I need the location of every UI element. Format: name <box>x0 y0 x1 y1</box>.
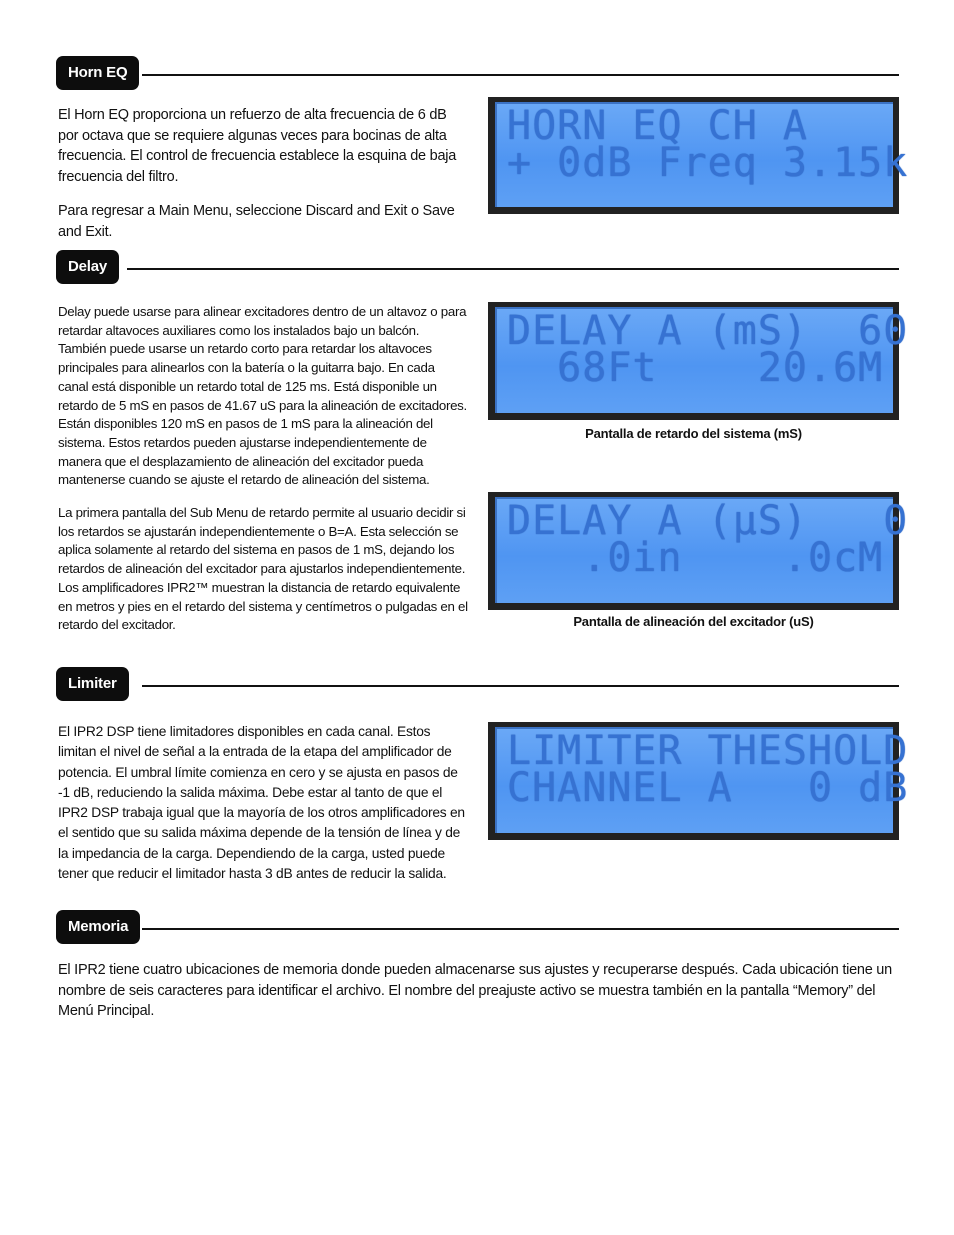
lcd-line-1: DELAY A (µS) 0 <box>507 498 909 544</box>
section-header-limiter <box>56 667 899 703</box>
lcd-screen <box>495 307 909 413</box>
lcd-limiter <box>488 722 909 840</box>
lcd-line-1: DELAY A (mS) 60 <box>507 308 909 354</box>
limiter-body <box>58 722 468 884</box>
paragraph: El IPR2 DSP tiene limitadores disponibles en cada canal. Estos limitan el nivel de señal a la entrada de la etapa del amplificador de potencia. El umbral límite comienza en cero y se ajusta en pasos de -1 dB, reduciendo la salida máxima. Debe estar al tanto de que el IPR2 DSP trabaja igual que la mayoría de los otros amplificadores en el sentido que su salida máxima depende de la tensión de línea y de la impedancia de la carga. Dependiendo de la carga, usted puede tener que reducir el limitador hasta 3 dB antes de reducir la salida. <box>58 724 465 882</box>
section-header-horn-eq <box>56 56 899 92</box>
section-header-memoria <box>56 910 899 946</box>
lcd-line-2: CHANNEL A 0 dB <box>507 765 909 811</box>
lcd-screen <box>495 102 909 207</box>
paragraph: Para regresar a Main Menu, seleccione Discard and Exit o Save and Exit. <box>58 203 455 240</box>
lcd-caption: Pantalla de alineación del excitador (uS) <box>573 614 814 629</box>
lcd-delay-driver <box>488 492 909 610</box>
lcd-line-1: HORN EQ CH A <box>507 103 808 149</box>
lcd-screen <box>495 497 909 603</box>
divider <box>127 268 899 270</box>
divider <box>142 928 899 930</box>
divider <box>142 685 899 687</box>
divider <box>142 74 899 76</box>
paragraph: El IPR2 tiene cuatro ubicaciones de memoria donde pueden almacenarse sus ajustes y recuperarse después. Cada ubicación tiene un nombre de seis caracteres para identificar el archivo. El nombre del preajuste activo se muestra también en la pantalla “Memory” del Menú Principal. <box>58 962 892 1019</box>
lcd-line-2: 68Ft 20.6M <box>507 345 884 391</box>
memoria-body <box>58 960 893 1022</box>
lcd-line-2: .0in .0cM <box>507 535 884 581</box>
delay-body <box>58 303 468 635</box>
lcd-screen <box>495 727 909 833</box>
section-title: Memoria <box>56 910 140 944</box>
paragraph: El Horn EQ proporciona un refuerzo de alta frecuencia de 6 dB por octava que se requiere algunas veces para bocinas de alta frecuencia. El control de frecuencia establece la esquina de baja frecuencia del filtro. <box>58 107 457 185</box>
section-title: Horn EQ <box>56 56 139 90</box>
paragraph: La primera pantalla del Sub Menu de retardo permite al usuario decidir si los retardos se ajustarán independientemente o B=A. Esta selección se aplica solamente al retardo del sistema en pasos de 1 mS, dejando los retardos de alineación del excitador para ajustarlos independientemente. Los amplificadores IPR2™ muestran la distancia de retardo equivalente en metros y pies en el retardo del sistema y centímetros o pulgadas en el retardo del excitador. <box>58 505 468 633</box>
lcd-caption: Pantalla de retardo del sistema (mS) <box>585 426 802 441</box>
section-title: Limiter <box>56 667 129 701</box>
horn-eq-body <box>58 105 468 242</box>
lcd-line-2: + 0dB Freq 3.15k <box>507 140 909 186</box>
section-header-delay <box>56 250 899 286</box>
lcd-horn-eq <box>488 97 909 214</box>
lcd-line-1: LIMITER THESHOLD <box>507 728 909 774</box>
paragraph: Delay puede usarse para alinear excitadores dentro de un altavoz o para retardar altavoces auxiliares como los instalados bajo un balcón. También puede usarse un retardo corto para retardar los altavoces principales para alinearlos con la batería o la guitarra bajo. En cada canal está disponible un retardo total de 125 ms. Está disponible un retardo de 5 mS en pasos de 41.67 uS para la alineación de excitadores. Están disponibles 120 mS en pasos de 1 mS para la alineación del sistema. Estos retardos pueden ajustarse independientemente de manera que el desplazamiento de alineación del excitador pueda mantenerse cuando se ajuste el retardo de alineación del sistema. <box>58 304 467 488</box>
lcd-delay-system <box>488 302 909 420</box>
section-title: Delay <box>56 250 119 284</box>
